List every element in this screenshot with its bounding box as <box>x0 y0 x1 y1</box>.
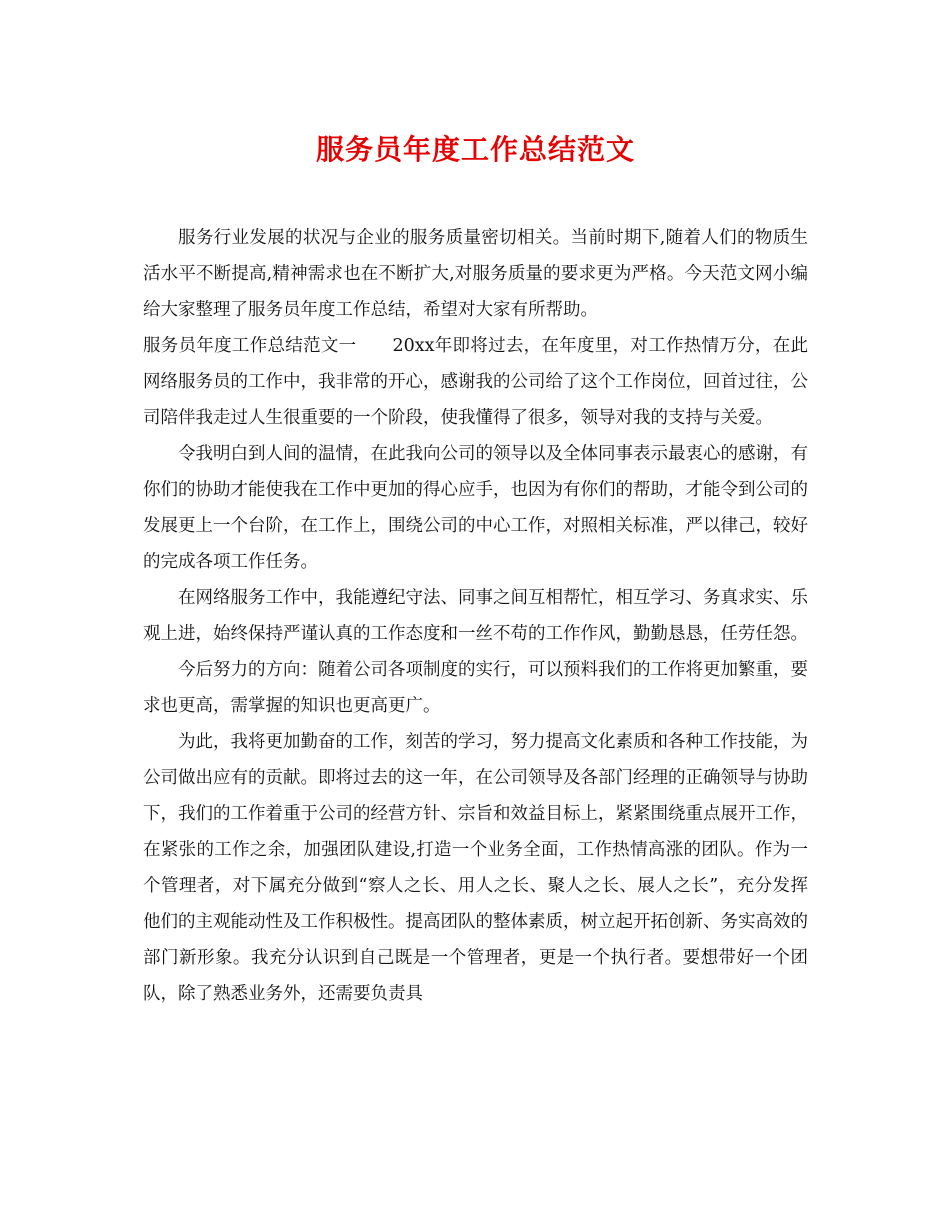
section-first-paragraph <box>143 328 808 436</box>
section-first-text: 20xx年即将过去，在年度里，对工作热情万分，在此网络服务员的工作中，我非常的开心，感谢我的公司给了这个工作岗位，回首过往，公司陪伴我走过人生很重要的一个阶段，使我懂得了很多，领导对我的支持与关爱。 <box>143 336 808 428</box>
body-paragraph-1: 令我明白到人间的温情，在此我向公司的领导以及全体同事表示最衷心的感谢，有你们的协助才能使我在工作中更加的得心应手，也因为有你们的帮助，才能令到公司的发展更上一个台阶，在工作上，围绕公司的中心工作，对照相关标准，严以律己，较好的完成各项工作任务。 <box>143 444 808 572</box>
intro-paragraph: 服务行业发展的状况与企业的服务质量密切相关。当前时期下,随着人们的物质生活水平不断提高,精神需求也在不断扩大,对服务质量的要求更为严格。今天范文网小编给大家整理了服务员年度工作总结，希望对大家有所帮助。 <box>143 228 808 320</box>
document-page <box>143 130 808 1012</box>
section-heading: 服务员年度工作总结范文一 <box>143 336 357 356</box>
body-paragraph-3: 今后努力的方向：随着公司各项制度的实行，可以预料我们的工作将更加繁重，要求也更高，需掌握的知识也更高更广。 <box>143 660 808 716</box>
document-title: 服务员年度工作总结范文 <box>315 133 635 166</box>
body-paragraph-2: 在网络服务工作中，我能遵纪守法、同事之间互相帮忙，相互学习、务真求实、乐观上进，始终保持严谨认真的工作态度和一丝不苟的工作作风，勤勤恳恳，任劳任怨。 <box>143 588 808 644</box>
body-paragraph-4: 为此，我将更加勤奋的工作，刻苦的学习，努力提高文化素质和各种工作技能，为公司做出应有的贡献。即将过去的这一年，在公司领导及各部门经理的正确领导与协助下，我们的工作着重于公司的经营方针、宗旨和效益目标上，紧紧围绕重点展开工作，在紧张的工作之余，加强团队建设,打造一个业务全面，工作热情高涨的团队。作为一个管理者，对下属充分做到“察人之长、用人之长、聚人之长、展人之长”，充分发挥他们的主观能动性及工作积极性。提高团队的整体素质，树立起开拓创新、务实高效的部门新形象。我充分认识到自己既是一个管理者，更是一个执行者。要想带好一个团队，除了熟悉业务外，还需要负责具 <box>143 732 808 1004</box>
